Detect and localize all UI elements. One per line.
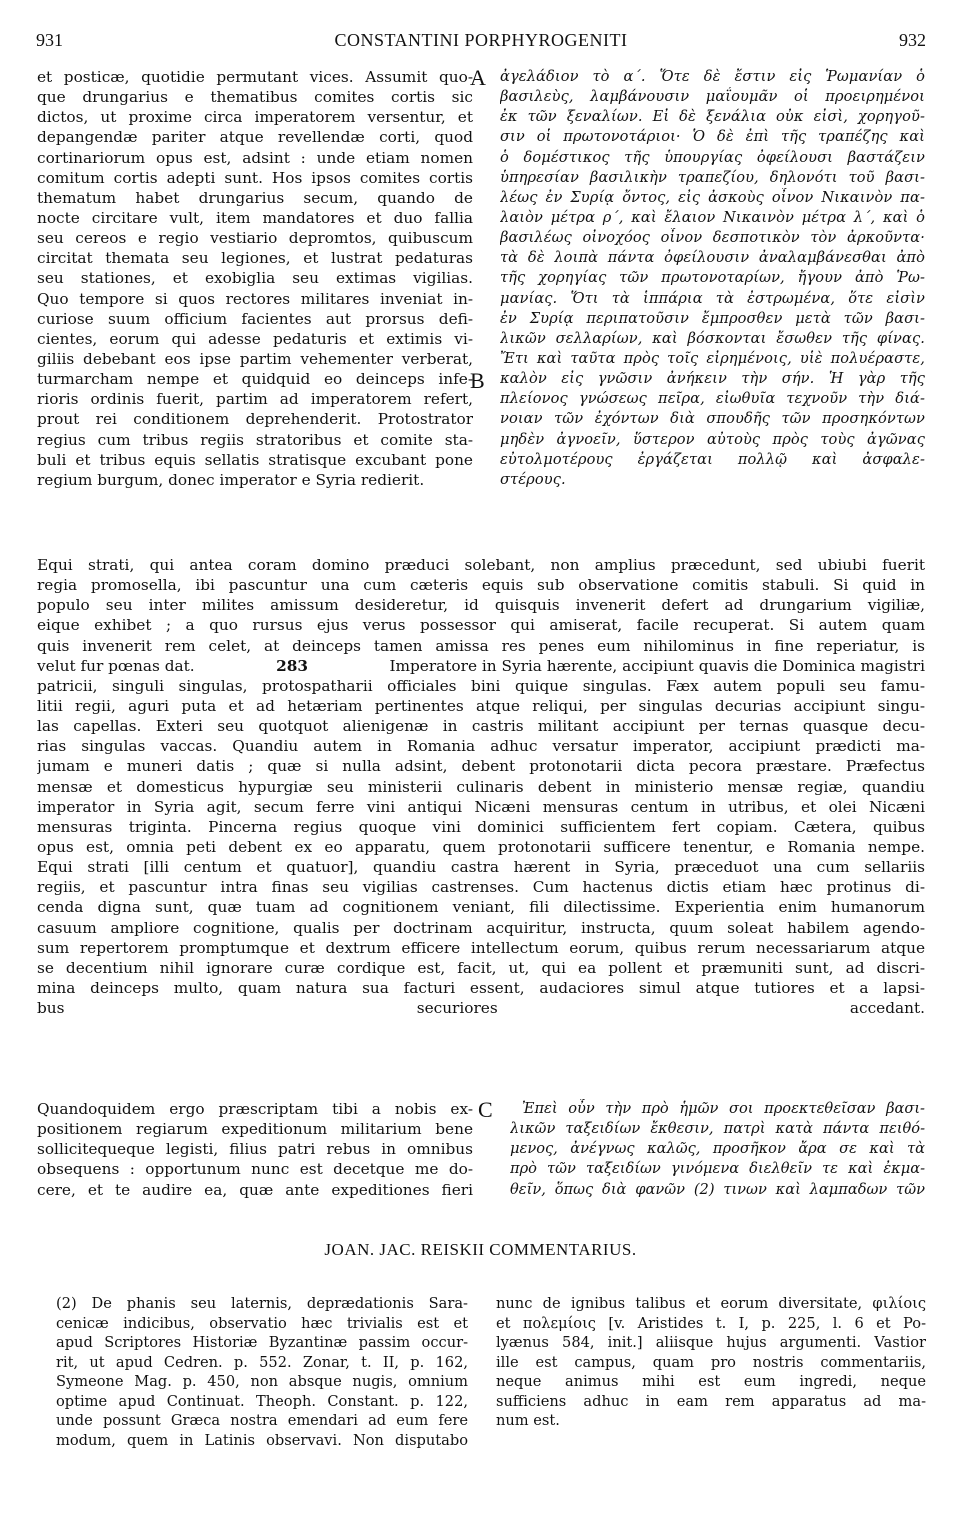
latin-line: regius cum tribus regiis stratoribus et comite sta- [37, 430, 473, 449]
text-line: las capellas. Exteri seu quotquot alienigenæ in castris militant accipiunt per ternas quasque decu- [37, 717, 925, 736]
text-line-with-section [37, 656, 925, 676]
note-line: Symeone Mag. p. 450, non absque nugis, omnium [56, 1373, 468, 1390]
footnotes-right [496, 1294, 926, 1431]
greek-line: βασιλεὺς, λαμβάνουσιν μαΐουμᾶν οἱ προειρημένοι [500, 88, 925, 106]
text-line: mensuras triginta. Pincerna regius quoque vini dominici sufficientem fert copiam. Cætera, quibus [37, 817, 925, 836]
latin-line: cortinariorum opus est, adsint : unde etiam nomen [37, 148, 473, 167]
text-line: bus securiores accedant. [37, 999, 925, 1018]
latin-line: buli et tribus equis sellatis stratisque excubant pone [37, 450, 473, 469]
latin-line: sollicitequeque legisti, filius patri rebus in omnibus [37, 1140, 473, 1159]
note-line: cenicæ indicibus, observatio hæc trivialis est et [56, 1314, 468, 1332]
note-line: nunc de ignibus talibus et eorum diversitate, φιλίοις [496, 1295, 926, 1312]
text-line: mina deinceps multo, quam natura sua facturi essent, audaciores simul atque tutiores et a lapsi- [37, 978, 925, 997]
greek-line: ἐν Συρίᾳ περιπατοῦσιν ἔμπροσθεν μετὰ τῶν βασι- [500, 309, 925, 327]
latin-line: prout rei conditionem deprehenderit. Protostrator [37, 410, 473, 429]
text-line: quis invenerit rem celet, at deinceps tamen amissa res penes eum nihilominus in fine reperiatur, is [37, 636, 925, 655]
text-line: litii regii, aguri puta et ad hetæriam pertinentes atque reliqui, per singulas decurias accipiunt singu- [37, 696, 925, 715]
commentary-title: JOAN. JAC. REISKII COMMENTARIUS. [324, 1240, 637, 1259]
latin-line: et posticæ, quotidie permutant vices. Assumit quo- [37, 68, 473, 86]
greek-line: ἐκ τῶν ξεναλίων. Εἰ δὲ ξενάλια οὐκ εἰσὶ, χορηγοῦ- [500, 108, 925, 126]
text-line: cenda digna sunt, quæ tuam ad cognitionem veniant, fili dilectissime. Experientia enim humanorum [37, 898, 925, 917]
greek-line: λικῶν σελλαρίων, καὶ βόσκονται ἔσωθεν τῆς φίνας. [500, 329, 925, 347]
running-header [36, 30, 926, 60]
greek-line: λικῶν ταξειδίων ἔκθεσιν, πατρὶ κατὰ πάντα πειθό- [510, 1120, 925, 1138]
greek-line: θεῖν, ὅπως διὰ φανῶν (2) τινων καὶ λαμπαδων τῶν [510, 1180, 925, 1198]
latin-line: turmarcham nempe et quidquid eo deinceps infe- [37, 370, 473, 389]
latin-line: depangendæ pariter atque revellendæ corti, quod [37, 128, 473, 147]
greek-line: εὐτολμοτέρους ἐργάζεται πολλῷ καὶ ἀσφαλε- [500, 450, 925, 468]
text-line: imperator in Syria agit, secum ferre vini antiqui Nicæni mensuras centum in utribus, et olei Nicæni [37, 797, 925, 816]
text-line: Equi strati [illi centum et quatuor], quandiu castra hærent in Syria, præceduot una cum sellariis [37, 858, 925, 877]
note-line: apud Scriptores Historiæ Byzantinæ passim occur- [56, 1334, 468, 1351]
margin-marker-b: B [470, 368, 485, 393]
latin-line: dictos, ut proxime circa imperatorem versentur, et [37, 108, 473, 127]
latin-line: Quandoquidem ergo præscriptam tibi a nobis ex- [37, 1100, 473, 1118]
text-line [37, 1018, 925, 1038]
latin-line: regium burgum, donec imperator e Syria redierit. [37, 470, 425, 489]
text-line: rias singulas vaccas. Quandiu autem in Romania adhuc versatur imperator, accipiunt prædicti ma- [37, 737, 925, 756]
greek-line: πρὸ τῶν ταξειδίων γινόμενα διελθεῖν τε καὶ ἐκμα- [510, 1160, 925, 1178]
text-line: Equi strati, qui antea coram domino præduci solebant, non amplius præcedunt, sed ubiubi fuerit [37, 556, 925, 574]
greek-line: πλείονος γνώσεως πεῖρα, εἰωθυῖα τεχνοῦν τὴν διά- [500, 390, 925, 408]
text-fragment: Imperatore in Syria hærente, accipiunt quavis die Dominica magistri [389, 656, 925, 675]
greek-line: τῆς χορηγίας τῶν πρωτονοταρίων, ἤγουν ἀπὸ Ῥω- [500, 269, 925, 287]
greek-line: στέρους. [500, 470, 566, 488]
text-line: regia promosella, ibi pascuntur una cum cæteris equis sub observatione comitis stabuli. Si quid in [37, 576, 925, 595]
note-line: rit, ut apud Cedren. p. 552. Zonar, t. II, p. 162, [56, 1353, 468, 1371]
text-line: jumam e muneri datis ; quæ si nulla adsint, debent protonotarii dicta pecora præstare. Præfectus [37, 757, 925, 776]
text-line: opus est, omnia peti debent ex eo apparatu, quem protonotarii sufficere tenentur, e Romania nempe. [37, 837, 925, 856]
latin-line: giliis debebant eos ipse partim vehementer verberat, [37, 349, 473, 368]
greek-line: τὰ δὲ λοιπὰ πάντα ὀφείλουσιν ἀναλαμβάνεσθαι ἀπὸ [500, 249, 925, 267]
section-number: 283 [276, 656, 309, 675]
note-line: num est. [496, 1412, 560, 1429]
latin-line: cientes, eorum qui adesse pedaturis et extimis vi- [37, 329, 473, 348]
greek-line: ἀγελάδιον τὸ α΄. Ὅτε δὲ ἔστιν εἰς Ῥωμανίαν ὁ [500, 68, 925, 85]
greek-line: Ἐπεὶ οὖν τὴν πρὸ ἡμῶν σοι προεκτεθεῖσαν βασι- [522, 1100, 925, 1117]
text-line: eique exhibet ; a quo rursus ejus verus possessor qui amiserat, facile recuperat. Si autem quam [37, 616, 925, 635]
latin-line: seu cereos e regio vestiario depromtos, quibuscum [37, 229, 473, 248]
note-line: et πολεμίοις [v. Aristides t. I, p. 225, l. 6 et Po- [496, 1314, 926, 1332]
footnotes-left [56, 1294, 468, 1450]
greek-line: λέως ἐν Συρίᾳ ὄντος, εἰς ἀσκοὺς οἶνον Νικαινὸν πα- [500, 188, 925, 206]
latin-line: cere, et te audire ea, quæ ante expeditiones fieri [37, 1180, 473, 1199]
latin-line: obsequens : opportunum nunc est decetque me do- [37, 1160, 473, 1179]
running-title: CONSTANTINI PORPHYROGENITI [334, 30, 628, 50]
latin-line: rioris ordinis fuerit, partim ad imperatorem refert, [37, 390, 473, 409]
greek-line: καλὸν εἰς γνῶσιν ἀνήκειν τὴν σήν. Ἡ γὰρ τῆς [500, 370, 925, 388]
note-line: unde possunt Græca nostra emendari ad eum fere [56, 1412, 468, 1429]
text-line: mensæ et domesticus hypurgiæ seu ministerii culinaris debent in ministerio mensæ regiæ, quandiu [37, 777, 925, 796]
latin-line: Quo tempore si quos rectores militares inveniat in- [37, 289, 473, 308]
latin-line: seu stationes, et exobiglia seu extimas vigilias. [37, 269, 473, 288]
latin-line: nocte circitare vult, item mandatores et duo fallia [37, 208, 473, 227]
greek-line: σιν οἱ πρωτονοτάριοι· Ὁ δὲ ἐπὶ τῆς τραπέζης καὶ [500, 128, 925, 146]
margin-marker-a: A [470, 65, 486, 90]
note-line: sufficiens adhuc in eam rem apparatus ad ma- [496, 1392, 926, 1410]
text-line: regiis, et pascuntur intra finas seu vigilias castrenses. Cum hactenus dictis etiam hæc protinus di- [37, 878, 925, 897]
note-line: lyænus 584, init.] aliisque hujus argumenti. Vastior [496, 1334, 926, 1351]
page-number-right: 932 [899, 30, 926, 50]
note-line: neque animus mihi est eum ingredi, neque [496, 1373, 926, 1390]
greek-column-2 [510, 1099, 925, 1200]
latin-line: que drungarius e thematibus comites cortis sic [37, 88, 473, 107]
note-line: modum, quem in Latinis observavi. Non disputabo [56, 1431, 468, 1449]
greek-line: μενος, ἀνέγνως καλῶς, προσῆκον ἄρα σε καὶ τὰ [510, 1140, 925, 1158]
full-width-text [37, 555, 925, 1038]
greek-line: βασιλέως οἰνοχόος οἶνον δεσποτικὸν τὸν ἀρκοῦντα· [500, 229, 925, 247]
margin-marker-c: C [478, 1097, 493, 1122]
greek-line: ὑπηρεσίαν βασιλικὴν τραπεζίου, δηλονότι τοῦ βασι- [500, 168, 925, 186]
page-number-left: 931 [36, 30, 63, 50]
greek-column [500, 67, 925, 490]
latin-column-2 [37, 1099, 473, 1200]
text-line: casuum ampliore cognitione, qualis per doctrinam acquiritur, instructa, quum soleat habilem agendo- [37, 918, 925, 937]
greek-line: μανίας. Ὅτι τὰ ἱππάρια τὰ ἐστρωμένα, ὅτε εἰσὶν [500, 289, 925, 307]
note-line: (2) De phanis seu laternis, deprædationis Sara- [56, 1295, 468, 1312]
latin-line: comitum cortis adepti sunt. Hos ipsos comites cortis [37, 168, 473, 187]
greek-line: λαιὸν μέτρα ρ΄, καὶ ἔλαιον Νικαινὸν μέτρα λ΄, καὶ ὁ [500, 208, 925, 226]
latin-line: thematum habet drungarius secum, quando de [37, 188, 473, 207]
greek-line: μηδὲν ἀγνοεῖν, ὕστερον αὐτοὺς πρὸς τοὺς ἀγῶνας [500, 430, 925, 448]
greek-line: νοιαν τῶν ἐχόντων διὰ σπουδῆς τῶν προσηκόντων [500, 410, 925, 428]
text-line: populo seu inter milites amissum desideretur, id quisquis invenerit defert ad drungarium vigiliæ, [37, 596, 925, 615]
text-line: se decentium nihil ignorare curæ cordique est, facit, ut, qui ea pollent et præmuniti sunt, ad discri- [37, 958, 925, 977]
latin-line: curiose suum officium facientes aut prorsus defi- [37, 309, 473, 328]
latin-line: positionem regiarum expeditionum militarium bene [37, 1120, 473, 1139]
note-line: optime apud Continuat. Theoph. Constant. p. 122, [56, 1392, 468, 1410]
text-line: patricii, singuli singulas, protospatharii officiales bini quique singulas. Fæx autem populi seu famu- [37, 676, 925, 695]
latin-column [37, 67, 473, 490]
note-line: ille est campus, quam pro nostris commentariis, [496, 1353, 926, 1371]
text-line: sum repertorem promptumque et dextrum efficere intellectum eorum, quibus rerum necessariarum atque [37, 938, 925, 957]
text-fragment: velut fur pœnas dat. [37, 656, 195, 675]
greek-line: Ἔτι καὶ ταῦτα πρὸς τοῖς εἰρημένοις, υἱὲ πολυέραστε, [500, 349, 925, 367]
greek-line: ὁ δομέστικος τῆς ὑπουργίας ὀφείλουσι βαστάζειν [500, 148, 925, 166]
latin-line: circitat themata seu legiones, et lustrat pedaturas [37, 249, 473, 268]
